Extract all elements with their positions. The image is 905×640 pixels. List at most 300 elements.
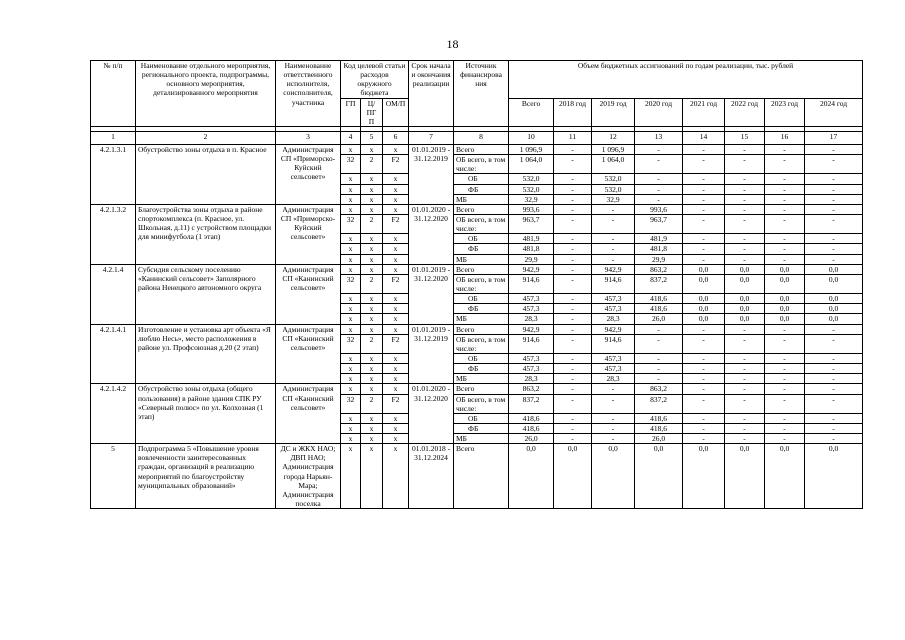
code-cip: x [361,374,383,384]
code-cip: x [361,254,383,264]
amount-cell: - [554,374,592,384]
column-index-cell: 10 [509,131,554,144]
amount-cell: - [592,254,635,264]
amount-cell: 0,0 [683,294,725,304]
amount-cell: - [683,194,725,204]
funding-source: ОБ всего, в том числе: [454,334,509,353]
amount-cell: - [725,194,765,204]
code-omp: x [383,384,409,394]
amount-cell: - [683,374,725,384]
amount-cell: - [805,353,863,363]
amount-cell: - [683,423,725,433]
amount-cell: - [765,234,805,244]
amount-cell: - [554,274,592,293]
amount-cell: 0,0 [805,264,863,274]
amount-cell: - [554,394,592,413]
funding-source: ОБ [454,234,509,244]
column-index-cell: 2 [136,131,276,144]
header-volume: Объем бюджетных ассигнований по годам реализации, тыс. рублей [509,61,863,99]
amount-cell: - [805,374,863,384]
table-row [91,444,863,509]
code-gp: x [341,304,361,314]
funding-source: МБ [454,254,509,264]
amount-cell: - [805,423,863,433]
amount-cell: - [725,174,765,184]
code-cip: x [361,184,383,194]
amount-cell: - [725,353,765,363]
amount-cell: - [725,254,765,264]
funding-source: Всего [454,324,509,334]
amount-cell: - [725,204,765,214]
amount-cell: - [635,184,683,194]
amount-cell: 0,0 [683,264,725,274]
code-omp: x [383,264,409,274]
record-number: 4.2.1.3.2 [91,204,136,264]
amount-cell: 26,0 [635,434,683,444]
amount-cell: - [554,304,592,314]
code-gp: 32 [341,214,361,233]
amount-cell: - [683,434,725,444]
amount-cell: 0,0 [805,304,863,314]
amount-cell: - [805,234,863,244]
amount-cell: - [765,324,805,334]
amount-cell: 0,0 [805,444,863,509]
code-cip: 2 [361,274,383,293]
amount-cell: 0,0 [725,264,765,274]
code-cip: x [361,364,383,374]
code-gp: x [341,174,361,184]
code-cip: x [361,174,383,184]
amount-cell: 914,6 [592,334,635,353]
header-budget-code: Код целевой статьи расходов окружного бюджета [341,61,409,99]
amount-cell: 963,7 [635,214,683,233]
amount-cell: 863,2 [509,384,554,394]
amount-cell: - [765,423,805,433]
code-cip: x [361,144,383,154]
amount-cell: - [683,184,725,194]
funding-source: ОБ всего, в том числе: [454,394,509,413]
amount-cell: 532,0 [592,184,635,194]
amount-cell: - [805,214,863,233]
amount-cell: - [805,184,863,194]
amount-cell: 418,6 [635,304,683,314]
header-term: Срок начала и окончания реализации [409,61,454,127]
amount-cell: - [683,394,725,413]
record-responsible: Администрация СП «Канинский сельсовет» [276,324,341,384]
amount-cell: 837,2 [509,394,554,413]
amount-cell: 0,0 [683,444,725,509]
amount-cell: 0,0 [725,294,765,304]
header-year-2023: 2023 год [765,98,805,126]
amount-cell: - [765,353,805,363]
amount-cell: - [683,244,725,254]
code-gp: x [341,314,361,324]
header-year-2024: 2024 год [805,98,863,126]
amount-cell: - [635,364,683,374]
amount-cell: 0,0 [592,444,635,509]
code-gp: x [341,444,361,509]
amount-cell: - [635,194,683,204]
code-gp: x [341,144,361,154]
amount-cell: - [725,384,765,394]
amount-cell: - [554,264,592,274]
header-row-1 [91,61,863,99]
record-responsible: Администрация СП «Канинский сельсовет» [276,384,341,444]
table-row [91,384,863,394]
amount-cell: - [765,184,805,194]
code-cip: x [361,244,383,254]
record-responsible: Администрация СП «Приморско-Куйский сельсовет» [276,144,341,204]
amount-cell: - [592,204,635,214]
funding-source: ФБ [454,364,509,374]
amount-cell: 418,6 [509,413,554,423]
amount-cell: - [765,244,805,254]
amount-cell: 0,0 [765,294,805,304]
amount-cell: 28,3 [592,314,635,324]
record-responsible: Администрация СП «Канинский сельсовет» [276,264,341,324]
code-gp: x [341,384,361,394]
amount-cell: 0,0 [765,444,805,509]
code-cip: x [361,234,383,244]
record-term: 01.01.2020 - 31.12.2020 [409,384,454,444]
header-responsible: Наименование ответственного исполнителя, соисполнителя, участника [276,61,341,127]
funding-source: ФБ [454,423,509,433]
column-index-cell: 3 [276,131,341,144]
funding-source: ФБ [454,304,509,314]
amount-cell: - [635,155,683,174]
funding-source: МБ [454,194,509,204]
funding-source: Всего [454,204,509,214]
amount-cell: - [725,434,765,444]
amount-cell: - [765,413,805,423]
amount-cell: - [554,314,592,324]
code-gp: x [341,244,361,254]
amount-cell: - [805,384,863,394]
amount-cell: 532,0 [509,184,554,194]
amount-cell: - [683,364,725,374]
amount-cell: 481,8 [509,244,554,254]
amount-cell: 29,9 [635,254,683,264]
amount-cell: 914,6 [509,334,554,353]
header-gp: ГП [341,98,361,126]
amount-cell: - [683,413,725,423]
amount-cell: - [765,374,805,384]
page-number: 18 [446,37,459,51]
amount-cell: - [554,384,592,394]
amount-cell: 0,0 [725,444,765,509]
amount-cell: 29,9 [509,254,554,264]
amount-cell: 457,3 [592,304,635,314]
amount-cell: - [725,214,765,233]
amount-cell: - [725,184,765,194]
amount-cell: - [725,413,765,423]
amount-cell: - [805,194,863,204]
amount-cell: 0,0 [725,274,765,293]
record-term: 01.01.2020 - 31.12.2020 [409,204,454,264]
amount-cell: - [554,294,592,304]
amount-cell: - [725,334,765,353]
column-index-cell: 8 [454,131,509,144]
amount-cell: - [765,174,805,184]
amount-cell: - [765,214,805,233]
header-year-2022: 2022 год [725,98,765,126]
record-term: 01.01.2019 - 31.12.2019 [409,324,454,384]
amount-cell: - [683,144,725,154]
budget-table [90,60,863,509]
funding-source: ОБ [454,294,509,304]
amount-cell: - [554,353,592,363]
amount-cell: - [805,324,863,334]
code-omp: F2 [383,214,409,233]
amount-cell: 993,6 [635,204,683,214]
code-omp: x [383,434,409,444]
header-num: № п/п [91,61,136,127]
column-index-cell: 13 [635,131,683,144]
amount-cell: - [725,234,765,244]
amount-cell: 0,0 [509,444,554,509]
column-index-cell: 15 [725,131,765,144]
code-omp: x [383,304,409,314]
funding-source: ОБ [454,353,509,363]
amount-cell: - [683,353,725,363]
amount-cell: 418,6 [509,423,554,433]
code-gp: x [341,234,361,244]
amount-cell: 418,6 [635,294,683,304]
amount-cell: - [725,324,765,334]
amount-cell: 0,0 [725,304,765,314]
code-cip: 2 [361,394,383,413]
amount-cell: - [765,434,805,444]
amount-cell: - [592,434,635,444]
code-omp: x [383,353,409,363]
amount-cell: 993,6 [509,204,554,214]
header-year-2018: 2018 год [554,98,592,126]
amount-cell: 457,3 [592,364,635,374]
code-omp: x [383,294,409,304]
amount-cell: 837,2 [635,394,683,413]
code-omp: x [383,374,409,384]
record-responsible: Администрация СП «Приморско-Куйский сельсовет» [276,204,341,264]
amount-cell: 532,0 [592,174,635,184]
amount-cell: - [683,384,725,394]
funding-source: ОБ всего, в том числе: [454,274,509,293]
amount-cell: - [592,384,635,394]
column-index-cell: 4 [341,131,361,144]
amount-cell: - [554,174,592,184]
funding-source: ФБ [454,184,509,194]
amount-cell: 418,6 [635,423,683,433]
code-omp: x [383,364,409,374]
header-cip: Ц/ПГ П [361,98,383,126]
code-gp: x [341,353,361,363]
amount-cell: - [805,244,863,254]
amount-cell: - [635,174,683,184]
column-index-row [91,131,863,144]
record-name: Благоустройства зоны отдыха в районе спортокомплекса (п. Красное, ул. Школьная, д.11) с устройством площадки для минифутбола (1 этап) [136,204,276,264]
amount-cell: 863,2 [635,264,683,274]
code-omp: x [383,194,409,204]
amount-cell: 28,3 [509,374,554,384]
code-omp: x [383,444,409,509]
amount-cell: - [635,334,683,353]
record-name: Обустройство зоны отдыха (общего пользования) в районе здания СПК РУ «Северный полюс» по ул. Колхозная (1 этап) [136,384,276,444]
amount-cell: - [725,155,765,174]
amount-cell: - [635,374,683,384]
amount-cell: 26,0 [635,314,683,324]
amount-cell: 481,9 [635,234,683,244]
amount-cell: 32,9 [509,194,554,204]
code-omp: x [383,234,409,244]
amount-cell: 457,3 [592,294,635,304]
amount-cell: - [635,353,683,363]
amount-cell: 914,6 [509,274,554,293]
column-index-cell: 14 [683,131,725,144]
amount-cell: - [592,423,635,433]
amount-cell: - [554,254,592,264]
amount-cell: - [683,324,725,334]
code-omp: x [383,413,409,423]
code-omp: x [383,184,409,194]
amount-cell: 418,6 [635,413,683,423]
amount-cell: - [554,364,592,374]
code-cip: x [361,314,383,324]
table-row [91,204,863,214]
code-gp: x [341,374,361,384]
amount-cell: - [554,423,592,433]
code-gp: 32 [341,274,361,293]
amount-cell: - [683,214,725,233]
code-cip: x [361,413,383,423]
amount-cell: 0,0 [765,304,805,314]
amount-cell: - [592,394,635,413]
amount-cell: - [554,204,592,214]
code-omp: x [383,144,409,154]
amount-cell: - [554,244,592,254]
code-gp: 32 [341,394,361,413]
code-gp: 32 [341,155,361,174]
code-gp: 32 [341,334,361,353]
column-index-cell: 11 [554,131,592,144]
code-gp: x [341,324,361,334]
amount-cell: - [765,384,805,394]
code-cip: 2 [361,214,383,233]
code-omp: F2 [383,155,409,174]
code-omp: F2 [383,394,409,413]
record-number: 4.2.1.4.1 [91,324,136,384]
amount-cell: - [805,364,863,374]
amount-cell: - [554,234,592,244]
table-row [91,144,863,154]
amount-cell: 0,0 [765,314,805,324]
header-source: Источник финансирова ния [454,61,509,127]
record-number: 4.2.1.3.1 [91,144,136,204]
record-number: 4.2.1.4 [91,264,136,324]
record-term: 01.01.2019 - 31.12.2019 [409,144,454,204]
code-cip: x [361,384,383,394]
code-omp: x [383,244,409,254]
amount-cell: - [725,364,765,374]
amount-cell: - [725,394,765,413]
amount-cell: - [725,423,765,433]
amount-cell: 942,9 [509,264,554,274]
amount-cell: - [683,234,725,244]
amount-cell: - [805,434,863,444]
amount-cell: 1 096,9 [509,144,554,154]
record-name: Обустройство зоны отдыха в п. Красное [136,144,276,204]
amount-cell: - [805,204,863,214]
header-name: Наименование отдельного мероприятия, регионального проекта, подпрограммы, основного мероприятия, детализированного мероприятия [136,61,276,127]
amount-cell: 942,9 [592,264,635,274]
amount-cell: - [554,413,592,423]
code-gp: x [341,184,361,194]
amount-cell: 28,3 [592,374,635,384]
code-gp: x [341,264,361,274]
code-cip: x [361,294,383,304]
funding-source: МБ [454,434,509,444]
record-name: Изготовление и установка арт объекта «Я люблю Несь», место расположения в районе ул. Профсоюзная д.20 (2 этап) [136,324,276,384]
column-index-cell: 16 [765,131,805,144]
amount-cell: 457,3 [509,364,554,374]
amount-cell: 26,0 [509,434,554,444]
amount-cell: - [725,244,765,254]
code-gp: x [341,254,361,264]
amount-cell: - [592,214,635,233]
amount-cell: 0,0 [683,274,725,293]
amount-cell: 0,0 [805,274,863,293]
amount-cell: - [683,334,725,353]
amount-cell: - [554,184,592,194]
amount-cell: 1 064,0 [509,155,554,174]
amount-cell: - [592,244,635,254]
code-gp: x [341,194,361,204]
code-gp: x [341,413,361,423]
code-omp: x [383,324,409,334]
amount-cell: - [765,334,805,353]
code-cip: x [361,264,383,274]
amount-cell: - [554,434,592,444]
amount-cell: - [635,324,683,334]
amount-cell: 457,3 [509,353,554,363]
amount-cell: 1 096,9 [592,144,635,154]
amount-cell: - [725,144,765,154]
amount-cell: 0,0 [683,314,725,324]
column-index-cell: 12 [592,131,635,144]
record-number: 4.2.1.4.2 [91,384,136,444]
amount-cell: - [683,254,725,264]
amount-cell: 914,6 [592,274,635,293]
code-omp: x [383,314,409,324]
amount-cell: 963,7 [509,214,554,233]
code-gp: x [341,434,361,444]
amount-cell: - [554,334,592,353]
amount-cell: - [765,254,805,264]
header-year-total: Всего [509,98,554,126]
amount-cell: - [554,155,592,174]
amount-cell: - [683,204,725,214]
code-cip: x [361,324,383,334]
amount-cell: - [554,214,592,233]
amount-cell: - [805,334,863,353]
funding-source: МБ [454,374,509,384]
code-gp: x [341,364,361,374]
amount-cell: - [554,144,592,154]
record-number: 5 [91,444,136,509]
amount-cell: - [554,194,592,204]
funding-source: ОБ [454,413,509,423]
table-row [91,324,863,334]
code-omp: F2 [383,274,409,293]
header-year-2019: 2019 год [592,98,635,126]
